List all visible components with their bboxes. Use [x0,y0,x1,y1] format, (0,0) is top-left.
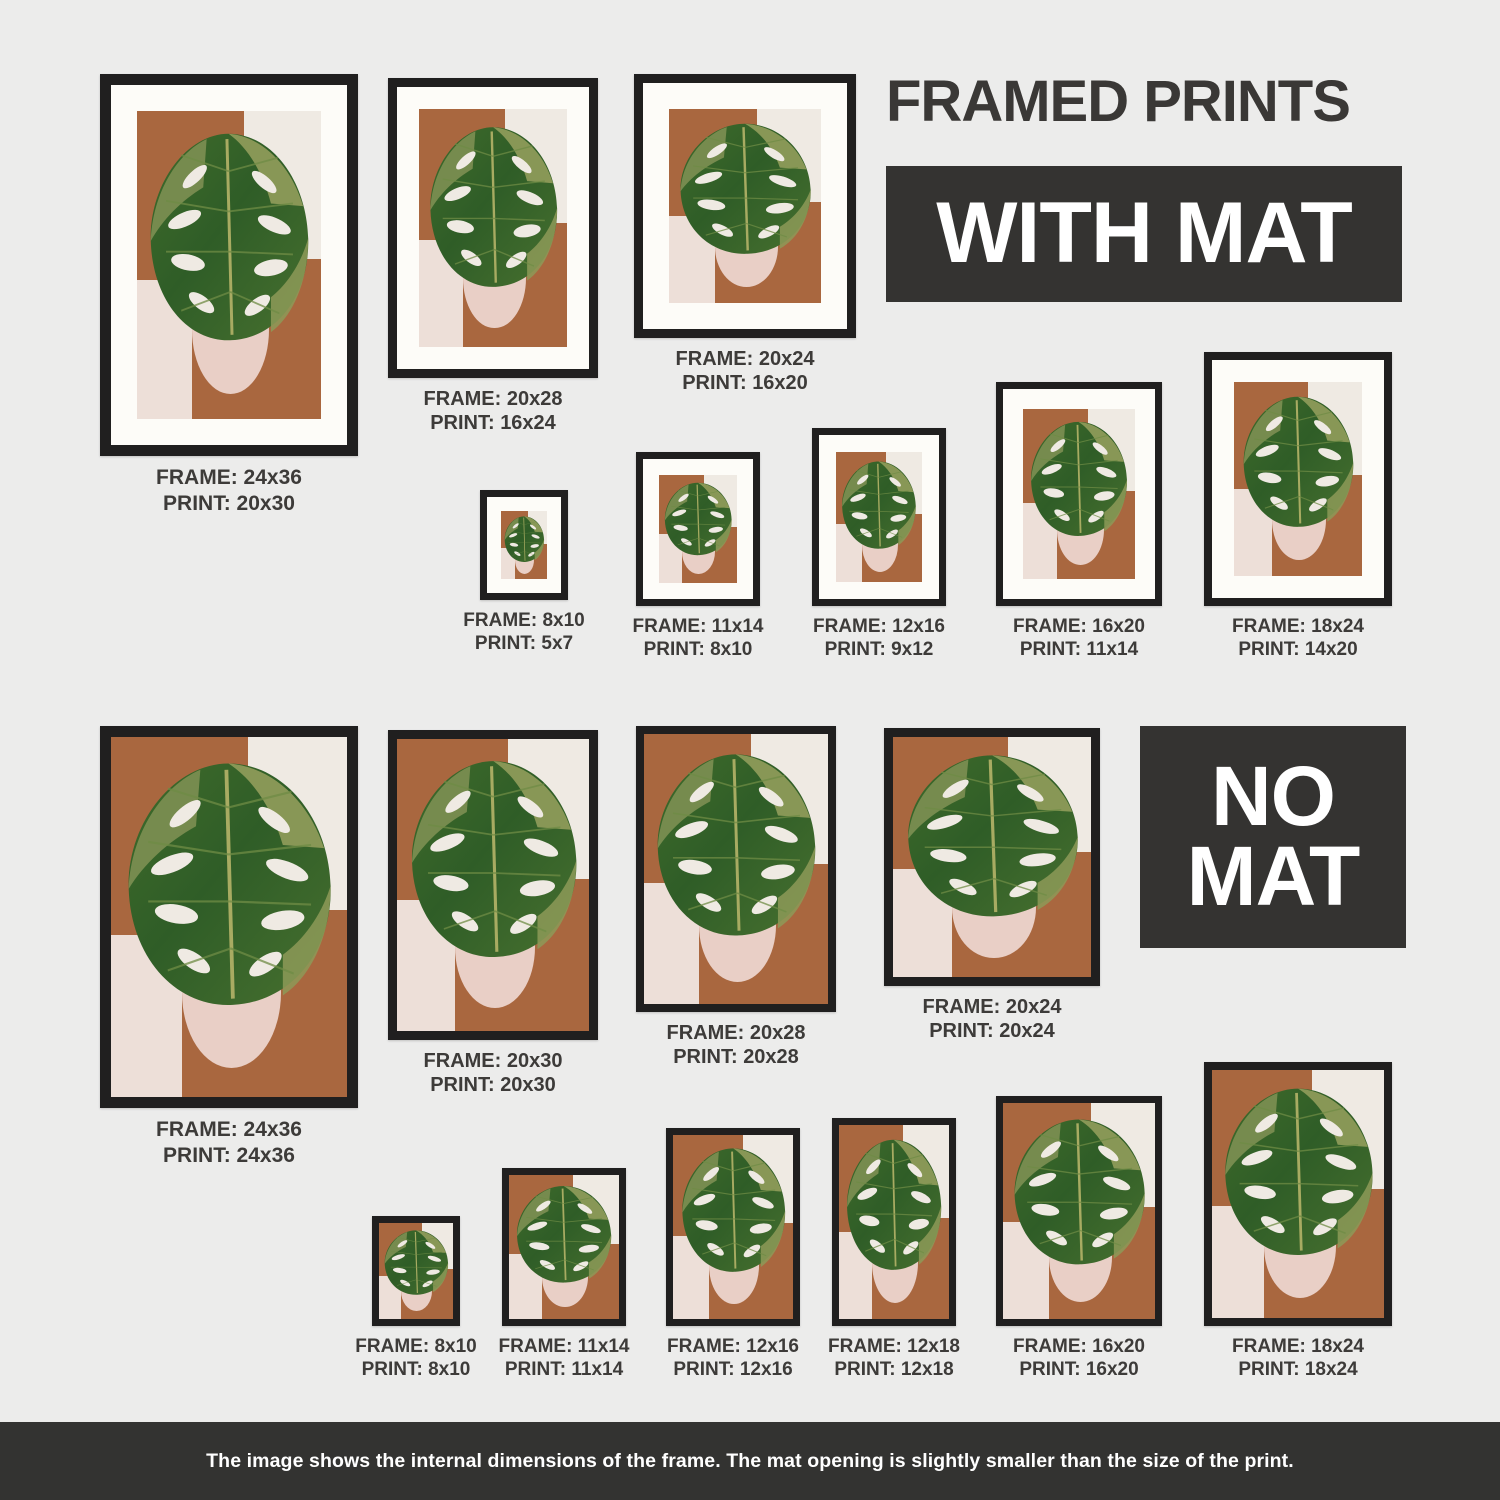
frame-unit[interactable] [996,382,1162,661]
artwork [379,1223,453,1319]
artwork [501,511,547,579]
print-size-label: PRINT: 12x18 [834,1359,954,1381]
frame-caption [667,1335,799,1381]
artwork-area [501,511,547,579]
picture-frame[interactable] [884,728,1100,986]
badge-no-mat-line2: MAT [1186,829,1360,923]
artwork [659,475,737,583]
artwork-area [1212,1070,1384,1318]
footer-note: The image shows the internal dimensions of the frame. The mat opening is slightly smaller than the size of the print. [206,1449,1294,1472]
picture-frame[interactable] [388,78,598,378]
monstera-leaf-icon [405,751,582,967]
artwork-area [419,109,567,347]
frame-size-label: FRAME: 20x28 [423,388,563,410]
print-size-label: PRINT: 20x30 [163,491,295,515]
monstera-leaf-icon [503,514,545,564]
frame-size-label: FRAME: 8x10 [463,610,585,631]
print-size-label: PRINT: 12x16 [673,1359,793,1381]
frame-size-label: FRAME: 11x14 [632,616,764,637]
monstera-leaf-icon [120,751,337,1017]
artwork [419,109,567,347]
print-size-label: PRINT: 11x14 [1019,639,1139,661]
monstera-leaf-icon [1027,416,1130,542]
print-size-label: PRINT: 20x28 [673,1046,799,1069]
frame-size-label: FRAME: 20x30 [423,1050,563,1072]
monstera-leaf-icon [1239,390,1357,534]
artwork [669,109,821,303]
frame-caption [667,1021,806,1070]
artwork [893,737,1091,977]
picture-frame[interactable] [100,74,358,456]
artwork [137,111,321,419]
frame-caption [813,615,945,661]
frame-size-label: FRAME: 16x20 [1013,1336,1145,1357]
frame-unit[interactable] [388,78,598,436]
heading-framed-prints: FRAMED PRINTS [886,69,1350,134]
picture-frame[interactable] [100,726,358,1108]
frame-unit[interactable] [355,1216,477,1381]
frame-unit[interactable] [636,726,836,1070]
frame-caption [499,1335,630,1381]
picture-frame[interactable] [666,1128,800,1326]
print-size-label: PRINT: 11x14 [504,1359,624,1381]
picture-frame[interactable] [388,730,598,1040]
monstera-leaf-icon [144,123,313,351]
frame-unit[interactable] [1204,1062,1392,1381]
artwork-area [836,452,922,582]
artwork-area [509,1175,619,1319]
monstera-leaf-icon [1009,1112,1149,1272]
artwork [836,452,922,582]
footer-bar [0,1422,1500,1500]
picture-frame[interactable] [1204,352,1392,606]
frame-caption [828,1335,960,1381]
artwork [509,1175,619,1319]
artwork-area [669,109,821,303]
frame-unit[interactable] [634,74,856,396]
picture-frame[interactable] [996,1096,1162,1326]
frame-size-label: FRAME: 18x24 [1232,1336,1364,1357]
frame-unit[interactable] [100,726,358,1168]
frame-size-label: FRAME: 16x20 [1013,616,1145,637]
frame-unit[interactable] [498,1168,630,1381]
frame-size-label: FRAME: 20x24 [922,996,1062,1018]
artwork-area [644,734,828,1004]
monstera-leaf-icon [425,119,561,295]
artwork-area [137,111,321,419]
artwork-area [1003,1103,1155,1319]
frame-caption [1013,1335,1145,1381]
picture-frame[interactable] [812,428,946,606]
monstera-leaf-icon [901,747,1083,925]
frame-unit[interactable] [388,730,598,1098]
artwork-area [1234,382,1362,576]
picture-frame[interactable] [636,452,760,606]
frame-size-label: FRAME: 12x18 [828,1336,960,1357]
print-size-label: PRINT: 16x20 [1019,1359,1139,1381]
frame-unit[interactable] [884,728,1100,1044]
frame-unit[interactable] [632,452,764,661]
frame-size-label: FRAME: 12x16 [667,1336,799,1357]
picture-frame[interactable] [480,490,568,600]
print-size-label: PRINT: 14x20 [1238,639,1358,661]
picture-frame[interactable] [636,726,836,1012]
frame-caption [1232,1335,1364,1381]
artwork-area [893,737,1091,977]
artwork [644,734,828,1004]
print-size-label: PRINT: 18x24 [1238,1359,1358,1381]
print-size-label: PRINT: 24x36 [163,1143,295,1167]
frame-size-label: FRAME: 20x24 [675,348,815,370]
monstera-leaf-icon [382,1227,450,1298]
badge-no-mat [1140,726,1406,948]
picture-frame[interactable] [634,74,856,338]
artwork-area [839,1125,949,1319]
frame-caption [424,387,563,436]
badge-no-mat-line1: NO [1211,749,1335,844]
monstera-leaf-icon [1219,1080,1377,1264]
print-size-label: PRINT: 8x10 [643,639,753,661]
artwork [1212,1070,1384,1318]
artwork [1234,382,1362,576]
frame-caption [676,347,815,396]
frame-caption [424,1049,563,1098]
picture-frame[interactable] [502,1168,626,1326]
frame-unit[interactable] [100,74,358,516]
print-size-label: PRINT: 5x7 [474,633,574,655]
frame-unit[interactable] [1204,352,1392,661]
artwork [397,739,589,1031]
artwork-area [111,737,347,1097]
picture-frame[interactable] [832,1118,956,1326]
monstera-leaf-icon [651,745,820,945]
print-size-label: PRINT: 16x24 [430,412,556,435]
print-size-label: PRINT: 8x10 [361,1359,471,1381]
print-size-label: PRINT: 9x12 [824,639,934,661]
frame-size-label: FRAME: 24x36 [156,1118,302,1141]
artwork [1003,1103,1155,1319]
picture-frame[interactable] [1204,1062,1392,1326]
artwork [839,1125,949,1319]
frame-caption [463,609,584,655]
frame-caption [355,1335,476,1381]
frame-caption [923,995,1062,1044]
frame-caption [156,465,302,516]
frame-size-label: FRAME: 12x16 [813,616,945,637]
monstera-leaf-icon [675,117,815,261]
picture-frame[interactable] [372,1216,460,1326]
artwork [673,1135,793,1319]
frame-unit[interactable] [666,1128,800,1381]
frame-unit[interactable] [996,1096,1162,1381]
badge-with-mat: WITH MAT [886,166,1402,302]
frame-size-label: FRAME: 20x28 [666,1022,806,1044]
artwork-area [397,739,589,1031]
print-size-label: PRINT: 20x30 [430,1074,556,1097]
monstera-leaf-icon [843,1133,944,1277]
artwork-area [1023,409,1135,579]
monstera-leaf-icon [513,1181,614,1288]
frame-size-label: FRAME: 24x36 [156,466,302,489]
frame-size-label: FRAME: 8x10 [355,1336,477,1357]
artwork-area [379,1223,453,1319]
print-size-label: PRINT: 16x20 [682,372,808,395]
frame-size-label: FRAME: 11x14 [498,1336,630,1357]
picture-frame[interactable] [996,382,1162,606]
monstera-leaf-icon [839,457,918,553]
artwork-area [673,1135,793,1319]
artwork [1023,409,1135,579]
frame-caption [156,1117,302,1168]
artwork [111,737,347,1097]
frame-unit[interactable] [812,428,946,661]
print-size-label: PRINT: 20x24 [929,1020,1055,1043]
frame-caption [1232,615,1364,661]
monstera-leaf-icon [662,479,734,559]
monstera-leaf-icon [678,1142,788,1278]
artwork-area [659,475,737,583]
frame-unit[interactable] [463,490,585,655]
frame-caption [1013,615,1145,661]
frame-unit[interactable] [828,1118,960,1381]
frame-caption [633,615,764,661]
frame-size-label: FRAME: 18x24 [1232,616,1364,637]
